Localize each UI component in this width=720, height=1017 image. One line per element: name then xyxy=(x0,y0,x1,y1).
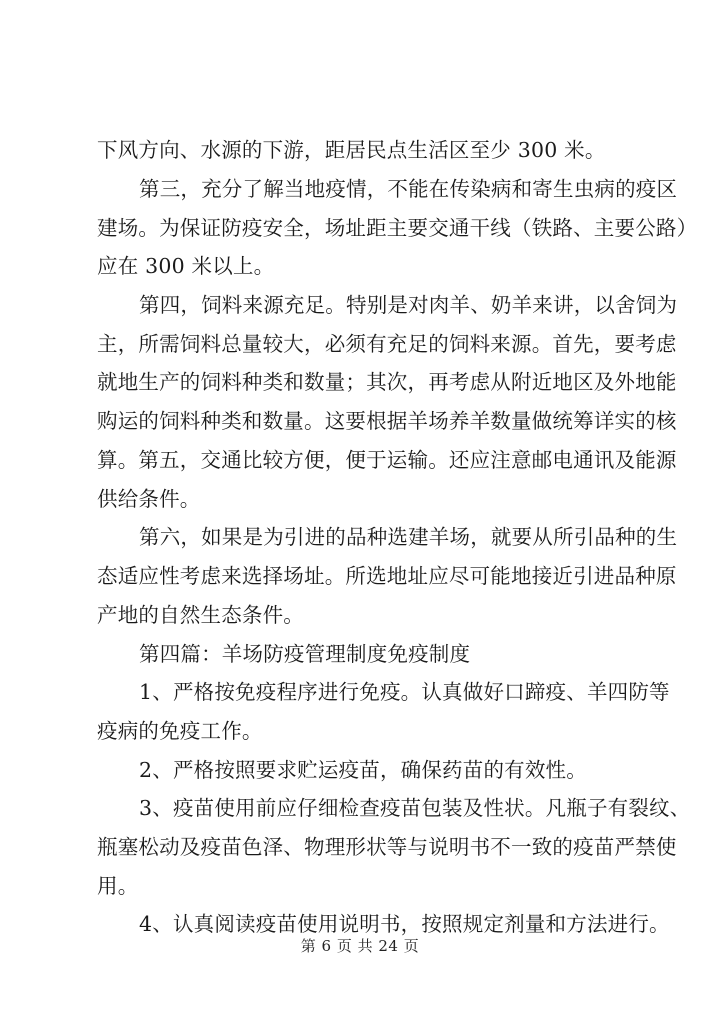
paragraph-line: 购运的饲料种类和数量。这要根据羊场养羊数量做统筹详实的核 xyxy=(97,409,677,433)
paragraph-line: 用。 xyxy=(97,874,139,898)
page-number-footer: 第 6 页 共 24 页 xyxy=(300,937,420,955)
paragraph-line: 应在 300 米以上。 xyxy=(97,254,275,278)
paragraph-line: 就地生产的饲料种类和数量；其次，再考虑从附近地区及外地能 xyxy=(97,370,677,394)
list-item: 4、认真阅读疫苗使用说明书，按照规定剂量和方法进行。 xyxy=(139,912,670,936)
paragraph-line: 第六，如果是为引进的品种选建羊场，就要从所引品种的生 xyxy=(139,525,678,549)
list-item: 3、疫苗使用前应仔细检查疫苗包装及性状。凡瓶子有裂纹、 xyxy=(139,796,691,820)
list-item: 2、严格按照要求贮运疫苗，确保药苗的有效性。 xyxy=(139,758,587,782)
paragraph-line: 瓶塞松动及疫苗色泽、物理形状等与说明书不一致的疫苗严禁使 xyxy=(97,835,677,859)
paragraph-line: 态适应性考虑来选择场址。所选地址应尽可能地接近引进品种原 xyxy=(97,564,677,588)
paragraph-line: 第三，充分了解当地疫情，不能在传染病和寄生虫病的疫区 xyxy=(139,177,678,201)
paragraph-line: 疫病的免疫工作。 xyxy=(97,719,263,743)
paragraph-line: 主，所需饲料总量较大，必须有充足的饲料来源。首先，要考虑 xyxy=(97,332,677,356)
paragraph-line: 建场。为保证防疫安全，场址距主要交通干线（铁路、主要公路） xyxy=(97,216,698,240)
paragraph-line: 产地的自然生态条件。 xyxy=(97,603,304,627)
paragraph-line: 下风方向、水源的下游，距居民点生活区至少 300 米。 xyxy=(97,138,606,162)
paragraph-line: 算。第五，交通比较方便，便于运输。还应注意邮电通讯及能源 xyxy=(97,448,677,472)
list-item: 1、严格按免疫程序进行免疫。认真做好口蹄疫、羊四防等 xyxy=(139,680,670,704)
paragraph-line: 第四，饲料来源充足。特别是对肉羊、奶羊来讲，以舍饲为 xyxy=(139,293,678,317)
section-heading: 第四篇：羊场防疫管理制度免疫制度 xyxy=(139,642,471,666)
paragraph-line: 供给条件。 xyxy=(97,487,201,511)
